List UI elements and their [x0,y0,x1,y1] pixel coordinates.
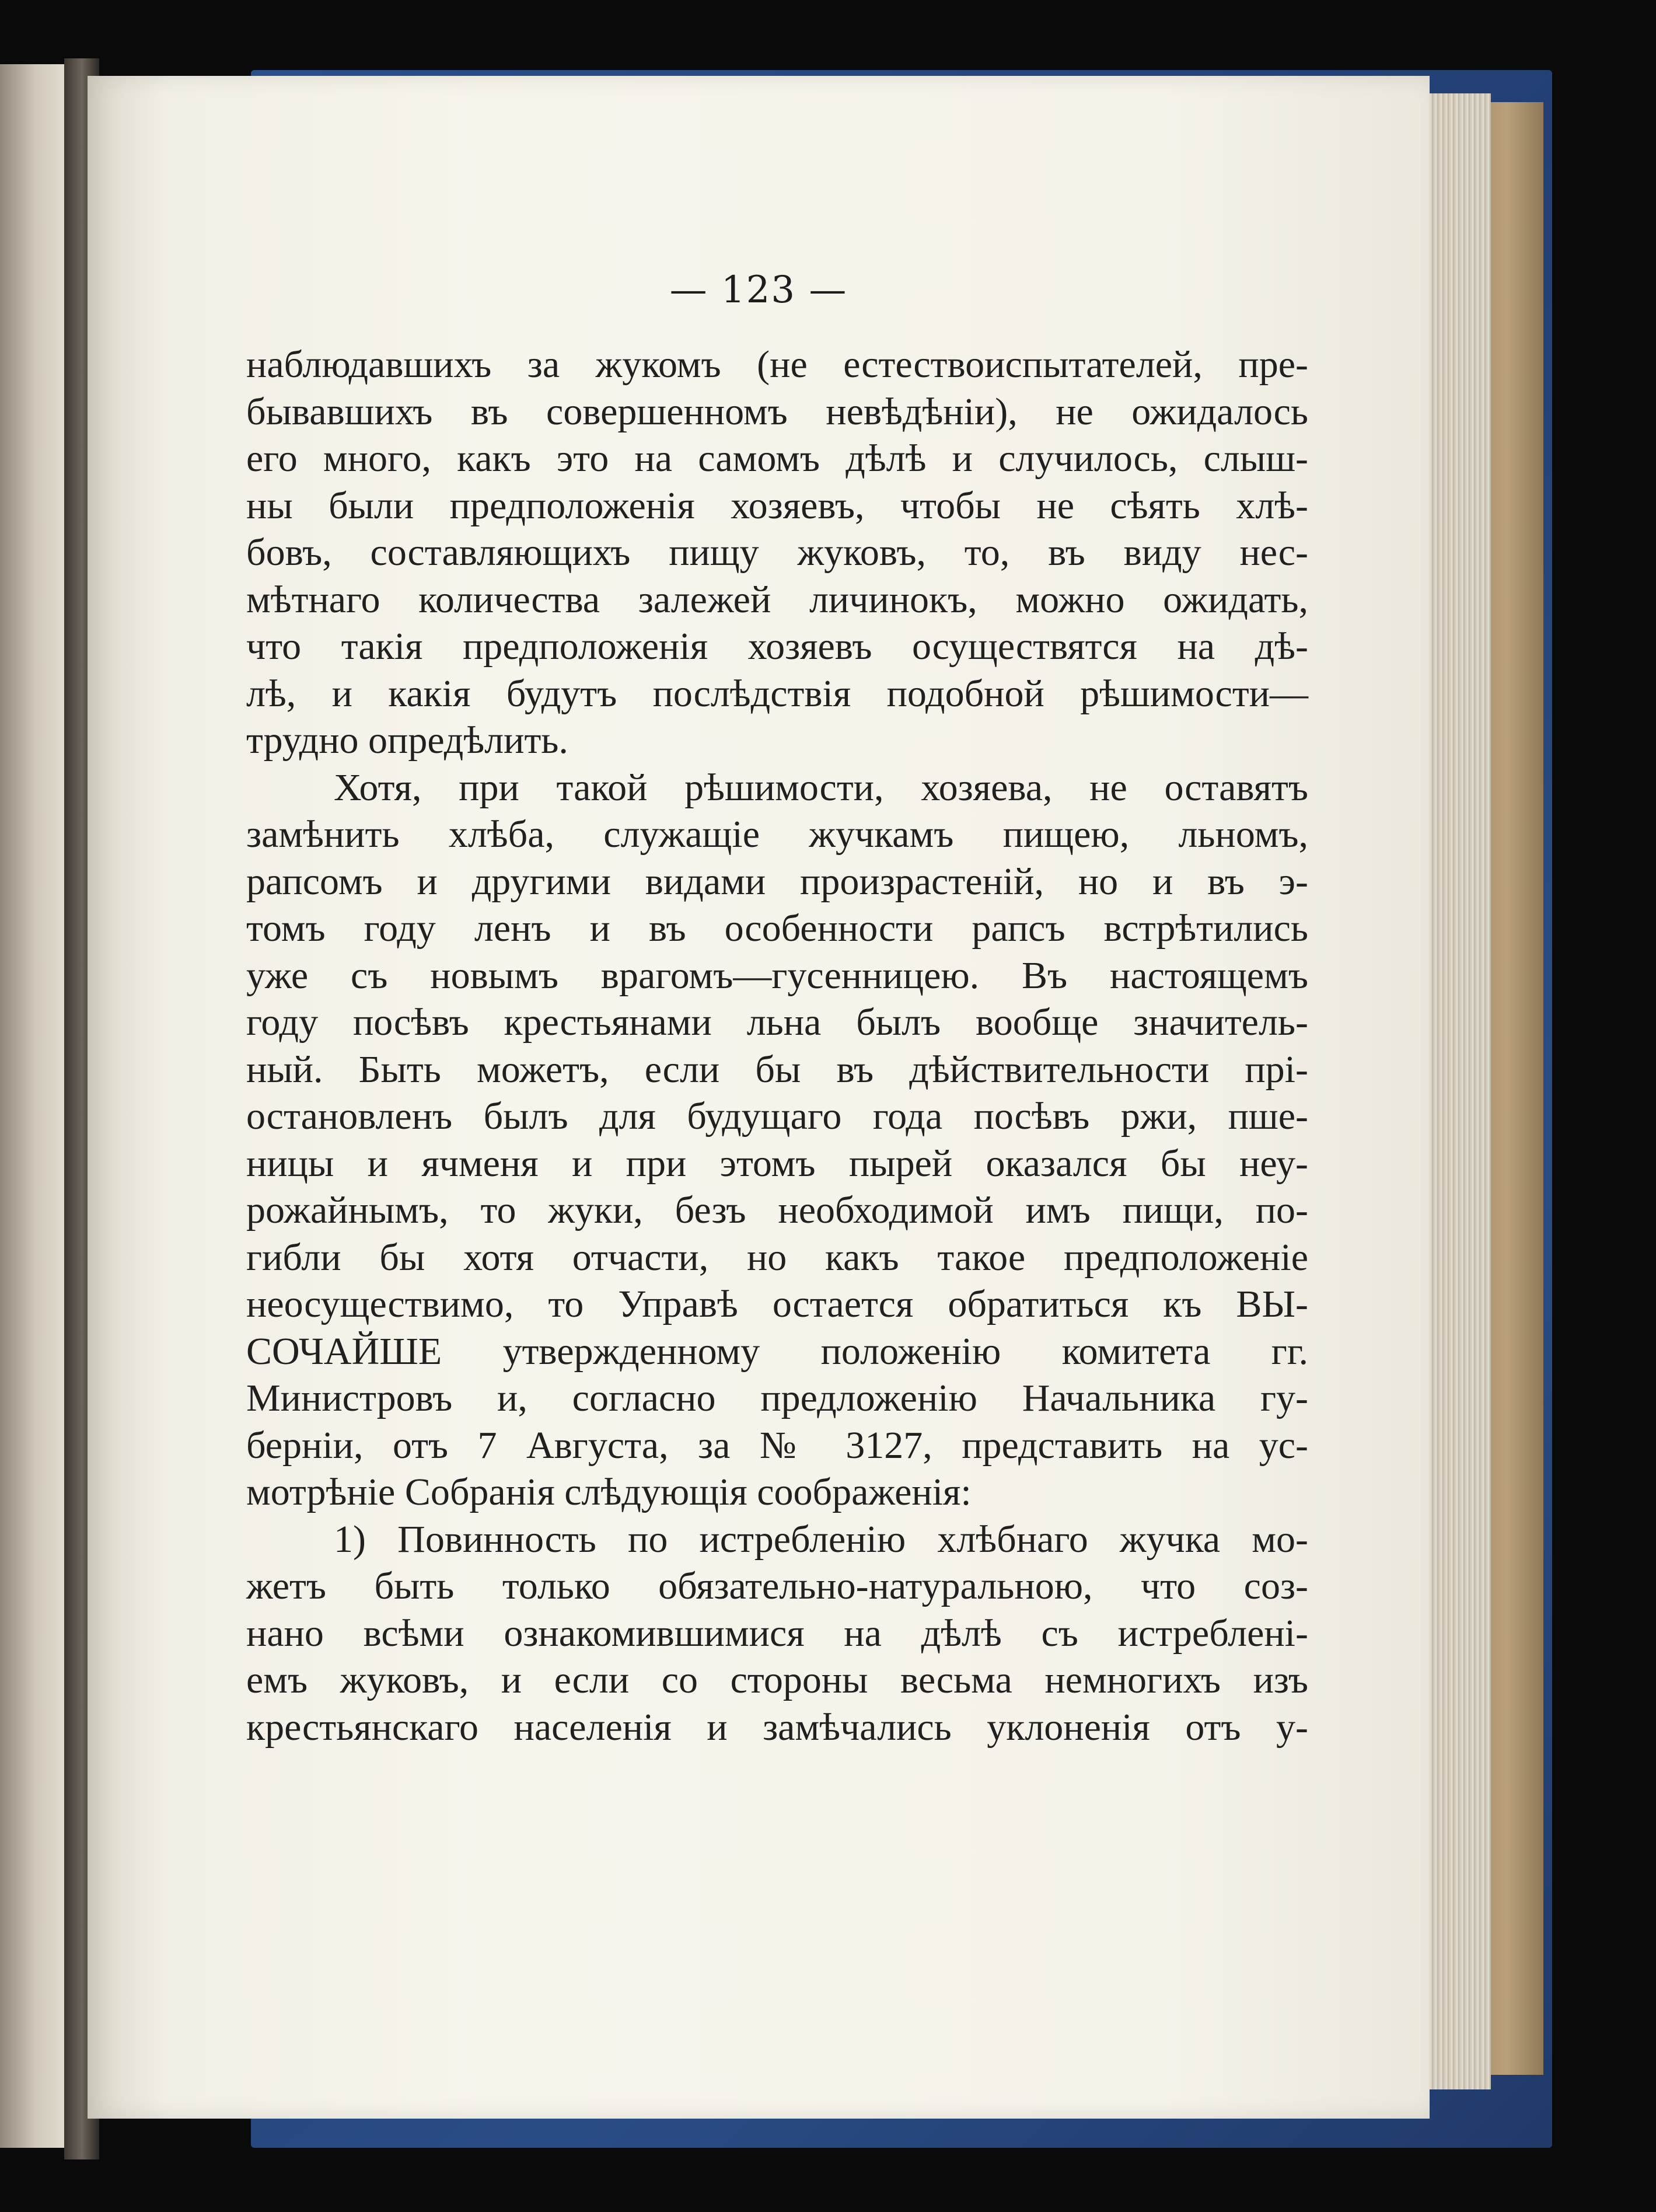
text-line: Хотя, при такой рѣшимости, хозяева, не оставятъ [334,766,1308,809]
text-line: крестьянскаго населенія и замѣчались уклоненія отъ у- [246,1705,1308,1749]
page-number: — 123 — [669,268,848,312]
page-edges [1424,93,1491,2089]
text-line: замѣнить хлѣба, служащіе жучкамъ пищею, льномъ, [246,813,1308,856]
text-line: неосуществимо, то Управѣ остается обратиться къ ВЫ- [246,1283,1308,1325]
text-line: его много, какъ это на самомъ дѣлѣ и случилось, слыш- [246,437,1308,480]
book-page [88,76,1430,2119]
text-line: гибли бы хотя отчасти, но какъ такое предположеніе [246,1236,1308,1279]
text-line: наблюдавшихъ за жукомъ (не естествоиспытателей, пре- [246,343,1308,386]
text-line: нано всѣми ознакомившимися на дѣлѣ съ истребленi- [246,1611,1308,1655]
text-line: рапсомъ и другими видами произрастеній, но и въ э- [246,860,1308,903]
page-text [246,341,1308,1751]
text-line: лѣ, и какія будутъ послѣдствія подобной рѣшимости— [246,672,1308,715]
text-line: мѣтнаго количества залежей личинокъ, можно ожидать, [246,578,1308,621]
text-line: бовъ, составляющихъ пищу жуковъ, то, въ виду нес- [246,531,1308,574]
text-line: уже съ новымъ врагомъ—гусенницею. Въ настоящемъ [246,954,1308,997]
text-line: ницы и ячменя и при этомъ пырей оказался бы неу- [246,1142,1308,1185]
text-line: берніи, отъ 7 Августа, за № 3127, представить на ус- [246,1424,1308,1467]
text-line: трудно опредѣлить. [246,719,568,762]
text-line: рожайнымъ, то жуки, безъ необходимой имъ пищи, по- [246,1189,1308,1231]
text-line: бывавшихъ въ совершенномъ невѣдѣніи), не ожидалось [246,390,1308,433]
text-line: емъ жуковъ, и если со стороны весьма немногихъ изъ [246,1659,1308,1701]
text-line: что такія предположенія хозяевъ осуществятся на дѣ- [246,625,1308,668]
text-line: жетъ быть только обязательно-натуральною, что соз- [246,1565,1308,1607]
text-line: ный. Быть можетъ, если бы въ дѣйствительности прі- [246,1048,1308,1091]
text-line: Министровъ и, согласно предложенію Начальника гу- [246,1377,1308,1419]
text-line: мотрѣніе Собранія слѣдующія соображенія: [246,1471,972,1513]
text-line: 1) Повинность по истребленію хлѣбнаго жучка мо- [334,1517,1308,1561]
text-line: году посѣвъ крестьянами льна былъ вообще значитель- [246,1001,1308,1044]
text-line: остановленъ былъ для будущаго года посѣвъ ржи, пше- [246,1095,1308,1138]
text-line: томъ году ленъ и въ особенности рапсъ встрѣтились [246,907,1308,950]
text-line: ны были предположенія хозяевъ, чтобы не сѣять хлѣ- [246,484,1308,527]
text-line: СОЧАЙШЕ утвержденному положенію комитета гг. [246,1330,1308,1373]
